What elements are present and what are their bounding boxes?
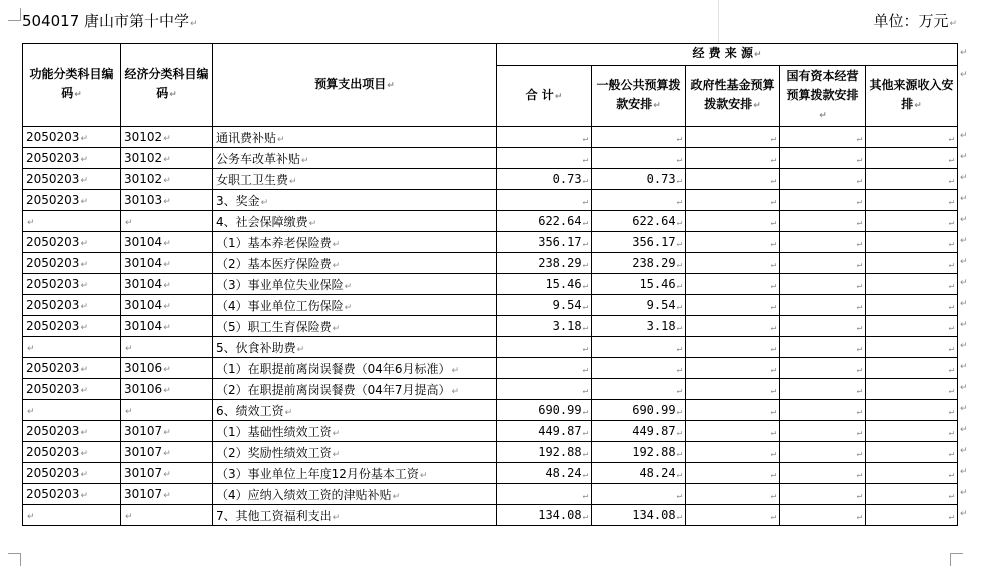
budget-item-cell: （1）基础性绩效工资↵ [213, 421, 497, 442]
budget-item-cell: （5）职工生育保险费↵ [213, 316, 497, 337]
general-budget-cell: 356.17↵ [592, 232, 686, 253]
paragraph-mark: ↵ [960, 256, 968, 267]
header-func-code: 功能分类科目编码↵ [23, 44, 121, 127]
econ-code-cell: 30104↵ [121, 253, 213, 274]
gov-fund-cell: ↵ [686, 295, 780, 316]
gov-fund-cell: ↵ [686, 358, 780, 379]
econ-code-cell: 30102↵ [121, 169, 213, 190]
total-cell: 0.73↵ [497, 169, 592, 190]
general-budget-cell: 9.54↵ [592, 295, 686, 316]
other-sources-cell: ↵ [866, 379, 958, 400]
gov-fund-cell: ↵ [686, 190, 780, 211]
state-capital-cell: ↵ [780, 295, 866, 316]
table-row [23, 169, 958, 190]
general-budget-cell: 48.24↵ [592, 463, 686, 484]
organization-title: 504017 唐山市第十中学↵ [22, 12, 198, 30]
econ-code-cell: 30107↵ [121, 463, 213, 484]
func-code-cell: 2050203↵ [23, 148, 121, 169]
gov-fund-cell: ↵ [686, 484, 780, 505]
total-cell: ↵ [497, 358, 592, 379]
table-row [23, 421, 958, 442]
other-sources-cell: ↵ [866, 463, 958, 484]
other-sources-cell: ↵ [866, 295, 958, 316]
table-row [23, 232, 958, 253]
total-cell: 3.18↵ [497, 316, 592, 337]
header-budget-item: 预算支出项目↵ [213, 44, 497, 127]
header-econ-code: 经济分类科目编码↵ [121, 44, 213, 127]
gov-fund-cell: ↵ [686, 421, 780, 442]
table-row [23, 400, 958, 421]
state-capital-cell: ↵ [780, 400, 866, 421]
func-code-cell: 2050203↵ [23, 421, 121, 442]
table-row [23, 211, 958, 232]
unit-label: 单位：万元↵ [873, 12, 957, 30]
table-row [23, 190, 958, 211]
econ-code-cell: 30104↵ [121, 274, 213, 295]
paragraph-mark: ↵ [960, 235, 968, 246]
general-budget-cell: 134.08↵ [592, 505, 686, 526]
general-budget-cell: 3.18↵ [592, 316, 686, 337]
budget-item-cell: 公务车改革补贴↵ [213, 148, 497, 169]
total-cell: 238.29↵ [497, 253, 592, 274]
paragraph-mark: ↵ [960, 487, 968, 498]
other-sources-cell: ↵ [866, 484, 958, 505]
state-capital-cell: ↵ [780, 232, 866, 253]
general-budget-cell: ↵ [592, 484, 686, 505]
table-row [23, 379, 958, 400]
paragraph-mark: ↵ [960, 69, 968, 80]
budget-item-cell: 4、社会保障缴费↵ [213, 211, 497, 232]
func-code-cell: 2050203↵ [23, 169, 121, 190]
gov-fund-cell: ↵ [686, 400, 780, 421]
paragraph-mark: ↵ [960, 277, 968, 288]
other-sources-cell: ↵ [866, 211, 958, 232]
general-budget-cell: 192.88↵ [592, 442, 686, 463]
other-sources-cell: ↵ [866, 127, 958, 148]
func-code-cell: ↵ [23, 337, 121, 358]
table-row [23, 148, 958, 169]
econ-code-cell: ↵ [121, 505, 213, 526]
paragraph-mark: ↵ [960, 214, 968, 225]
other-sources-cell: ↵ [866, 358, 958, 379]
table-row [23, 484, 958, 505]
func-code-cell: 2050203↵ [23, 316, 121, 337]
total-cell: 622.64↵ [497, 211, 592, 232]
econ-code-cell: 30107↵ [121, 442, 213, 463]
table-row [23, 316, 958, 337]
general-budget-cell: ↵ [592, 337, 686, 358]
budget-table [22, 43, 958, 526]
econ-code-cell: 30106↵ [121, 379, 213, 400]
func-code-cell: 2050203↵ [23, 358, 121, 379]
paragraph-mark: ↵ [960, 424, 968, 435]
table-row [23, 358, 958, 379]
header-other-sources: 其他来源收入安排↵ [866, 66, 958, 127]
other-sources-cell: ↵ [866, 232, 958, 253]
general-budget-cell: ↵ [592, 127, 686, 148]
general-budget-cell: 15.46↵ [592, 274, 686, 295]
state-capital-cell: ↵ [780, 337, 866, 358]
budget-item-cell: （4）事业单位工伤保险↵ [213, 295, 497, 316]
total-cell: ↵ [497, 148, 592, 169]
econ-code-cell: 30104↵ [121, 232, 213, 253]
budget-item-cell: 7、其他工资福利支出↵ [213, 505, 497, 526]
header-fund-source: 经 费 来 源↵ [497, 44, 958, 66]
other-sources-cell: ↵ [866, 169, 958, 190]
gov-fund-cell: ↵ [686, 337, 780, 358]
total-cell: ↵ [497, 190, 592, 211]
other-sources-cell: ↵ [866, 148, 958, 169]
paragraph-mark: ↵ [960, 319, 968, 330]
general-budget-cell: ↵ [592, 379, 686, 400]
state-capital-cell: ↵ [780, 358, 866, 379]
func-code-cell: 2050203↵ [23, 484, 121, 505]
other-sources-cell: ↵ [866, 274, 958, 295]
econ-code-cell: 30102↵ [121, 127, 213, 148]
budget-item-cell: （4）应纳入绩效工资的津贴补贴↵ [213, 484, 497, 505]
table-row [23, 274, 958, 295]
gov-fund-cell: ↵ [686, 127, 780, 148]
econ-code-cell: ↵ [121, 400, 213, 421]
table-row [23, 505, 958, 526]
func-code-cell: 2050203↵ [23, 190, 121, 211]
general-budget-cell: ↵ [592, 358, 686, 379]
other-sources-cell: ↵ [866, 190, 958, 211]
state-capital-cell: ↵ [780, 211, 866, 232]
econ-code-cell: ↵ [121, 337, 213, 358]
state-capital-cell: ↵ [780, 169, 866, 190]
page-corner-mark [950, 553, 963, 566]
econ-code-cell: 30106↵ [121, 358, 213, 379]
gov-fund-cell: ↵ [686, 169, 780, 190]
state-capital-cell: ↵ [780, 442, 866, 463]
state-capital-cell: ↵ [780, 253, 866, 274]
gov-fund-cell: ↵ [686, 148, 780, 169]
document-header [22, 0, 957, 43]
econ-code-cell: 30107↵ [121, 484, 213, 505]
paragraph-mark: ↵ [960, 151, 968, 162]
general-budget-cell: 238.29↵ [592, 253, 686, 274]
econ-code-cell: 30104↵ [121, 316, 213, 337]
state-capital-cell: ↵ [780, 274, 866, 295]
paragraph-mark: ↵ [960, 298, 968, 309]
paragraph-mark: ↵ [960, 340, 968, 351]
state-capital-cell: ↵ [780, 127, 866, 148]
table-row [23, 253, 958, 274]
func-code-cell: 2050203↵ [23, 253, 121, 274]
budget-item-cell: （2）在职提前离岗误餐费（04年7月提高）↵ [213, 379, 497, 400]
general-budget-cell: ↵ [592, 148, 686, 169]
table-row [23, 463, 958, 484]
state-capital-cell: ↵ [780, 505, 866, 526]
paragraph-mark: ↵ [960, 382, 968, 393]
general-budget-cell: 0.73↵ [592, 169, 686, 190]
func-code-cell: ↵ [23, 400, 121, 421]
func-code-cell: 2050203↵ [23, 274, 121, 295]
state-capital-cell: ↵ [780, 379, 866, 400]
total-cell: 48.24↵ [497, 463, 592, 484]
total-cell: 192.88↵ [497, 442, 592, 463]
total-cell: ↵ [497, 379, 592, 400]
budget-item-cell: （1）基本养老保险费↵ [213, 232, 497, 253]
state-capital-cell: ↵ [780, 148, 866, 169]
total-cell: 356.17↵ [497, 232, 592, 253]
header-general-budget: 一般公共预算拨款安排↵ [592, 66, 686, 127]
header-total: 合 计↵ [497, 66, 592, 127]
budget-item-cell: 女职工卫生费↵ [213, 169, 497, 190]
general-budget-cell: 690.99↵ [592, 400, 686, 421]
paragraph-mark: ↵ [960, 403, 968, 414]
budget-item-cell: 通讯费补贴↵ [213, 127, 497, 148]
page-corner-mark [8, 8, 21, 21]
gov-fund-cell: ↵ [686, 379, 780, 400]
gov-fund-cell: ↵ [686, 232, 780, 253]
state-capital-cell: ↵ [780, 421, 866, 442]
budget-item-cell: 5、伙食补助费↵ [213, 337, 497, 358]
page-corner-mark [8, 553, 21, 566]
func-code-cell: ↵ [23, 211, 121, 232]
table-row [23, 442, 958, 463]
header-gov-fund: 政府性基金预算拨款安排↵ [686, 66, 780, 127]
paragraph-mark: ↵ [960, 47, 968, 58]
other-sources-cell: ↵ [866, 337, 958, 358]
budget-item-cell: （2）基本医疗保险费↵ [213, 253, 497, 274]
gov-fund-cell: ↵ [686, 442, 780, 463]
table-row [23, 337, 958, 358]
func-code-cell: 2050203↵ [23, 232, 121, 253]
gov-fund-cell: ↵ [686, 211, 780, 232]
total-cell: 134.08↵ [497, 505, 592, 526]
total-cell: 15.46↵ [497, 274, 592, 295]
other-sources-cell: ↵ [866, 421, 958, 442]
other-sources-cell: ↵ [866, 316, 958, 337]
state-capital-cell: ↵ [780, 463, 866, 484]
func-code-cell: 2050203↵ [23, 442, 121, 463]
total-cell: 449.87↵ [497, 421, 592, 442]
budget-item-cell: （1）在职提前离岗误餐费（04年6月标准）↵ [213, 358, 497, 379]
table-row [23, 295, 958, 316]
func-code-cell: ↵ [23, 505, 121, 526]
other-sources-cell: ↵ [866, 505, 958, 526]
paragraph-mark: ↵ [960, 445, 968, 456]
paragraph-mark: ↵ [960, 508, 968, 519]
general-budget-cell: ↵ [592, 190, 686, 211]
gov-fund-cell: ↵ [686, 316, 780, 337]
budget-item-cell: （3）事业单位上年度12月份基本工资↵ [213, 463, 497, 484]
func-code-cell: 2050203↵ [23, 463, 121, 484]
total-cell: ↵ [497, 484, 592, 505]
gov-fund-cell: ↵ [686, 463, 780, 484]
budget-item-cell: （2）奖励性绩效工资↵ [213, 442, 497, 463]
func-code-cell: 2050203↵ [23, 127, 121, 148]
state-capital-cell: ↵ [780, 316, 866, 337]
paragraph-mark: ↵ [960, 361, 968, 372]
budget-item-cell: （3）事业单位失业保险↵ [213, 274, 497, 295]
gov-fund-cell: ↵ [686, 505, 780, 526]
econ-code-cell: ↵ [121, 211, 213, 232]
total-cell: ↵ [497, 127, 592, 148]
gov-fund-cell: ↵ [686, 253, 780, 274]
state-capital-cell: ↵ [780, 484, 866, 505]
func-code-cell: 2050203↵ [23, 295, 121, 316]
other-sources-cell: ↵ [866, 400, 958, 421]
econ-code-cell: 30103↵ [121, 190, 213, 211]
total-cell: ↵ [497, 337, 592, 358]
paragraph-mark: ↵ [960, 193, 968, 204]
header-state-capital: 国有资本经营预算拨款安排↵ [780, 66, 866, 127]
paragraph-mark: ↵ [960, 130, 968, 141]
paragraph-mark: ↵ [960, 172, 968, 183]
econ-code-cell: 30102↵ [121, 148, 213, 169]
table-row [23, 127, 958, 148]
budget-item-cell: 6、绩效工资↵ [213, 400, 497, 421]
econ-code-cell: 30107↵ [121, 421, 213, 442]
other-sources-cell: ↵ [866, 253, 958, 274]
general-budget-cell: 622.64↵ [592, 211, 686, 232]
total-cell: 690.99↵ [497, 400, 592, 421]
paragraph-mark: ↵ [960, 466, 968, 477]
econ-code-cell: 30104↵ [121, 295, 213, 316]
func-code-cell: 2050203↵ [23, 379, 121, 400]
budget-item-cell: 3、奖金↵ [213, 190, 497, 211]
other-sources-cell: ↵ [866, 442, 958, 463]
gov-fund-cell: ↵ [686, 274, 780, 295]
general-budget-cell: 449.87↵ [592, 421, 686, 442]
state-capital-cell: ↵ [780, 190, 866, 211]
total-cell: 9.54↵ [497, 295, 592, 316]
